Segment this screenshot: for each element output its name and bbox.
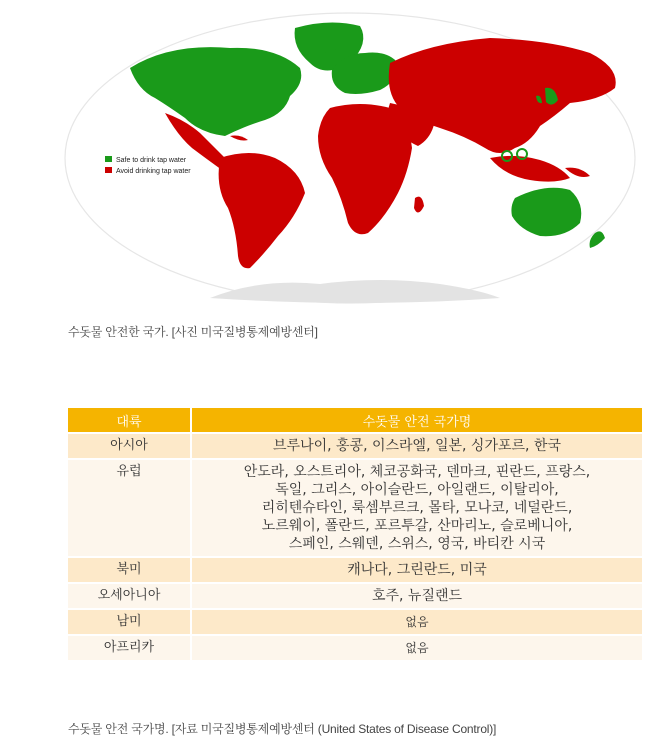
table-row (68, 584, 642, 608)
countries-cell (192, 610, 642, 634)
continent-cell: 북미 (68, 558, 192, 582)
table-row (68, 434, 642, 458)
country-list-line: 캐나다, 그린란드, 미국 (347, 562, 487, 578)
countries-cell (192, 584, 642, 608)
country-list-line: 독일, 그리스, 아이슬란드, 아일랜드, 이탈리아, (275, 482, 559, 498)
country-list-line: 리히텐슈타인, 룩셈부르크, 몰타, 모나코, 네덜란드, (261, 500, 573, 516)
table-header-row (68, 408, 642, 432)
legend-label-safe: Safe to drink tap water (116, 157, 187, 164)
header-countries: 수돗물 안전 국가명 (192, 408, 642, 432)
countries-cell (192, 434, 642, 458)
world-map (60, 8, 650, 308)
country-list-line: 없음 (405, 615, 429, 629)
table-row (68, 610, 642, 634)
countries-cell (192, 460, 642, 556)
table-caption: 수돗물 안전 국가명. [자료 미국질병통제예방센터 (United States of Disease Control)] (68, 722, 497, 736)
country-list-line: 호주, 뉴질랜드 (371, 588, 463, 604)
continent-cell: 남미 (68, 610, 192, 634)
country-list-line: 스페인, 스웨덴, 스위스, 영국, 바티칸 시국 (288, 536, 546, 552)
legend-swatch-safe (105, 156, 112, 162)
table-row (68, 636, 642, 660)
continent-cell: 아시아 (68, 434, 192, 458)
world-map-graphic (60, 8, 650, 308)
country-list-line: 노르웨이, 폴란드, 포르투갈, 산마리노, 슬로베니아, (261, 518, 573, 534)
header-continent: 대륙 (68, 408, 192, 432)
continent-cell: 유럽 (68, 460, 192, 556)
continent-cell: 오세아니아 (68, 584, 192, 608)
countries-cell (192, 636, 642, 660)
country-list-line: 브루나이, 홍콩, 이스라엘, 일본, 싱가포르, 한국 (273, 438, 561, 454)
map-caption: 수돗물 안전한 국가. [사진 미국질병통제예방센터] (68, 325, 318, 339)
countries-cell (192, 558, 642, 582)
table-row (68, 558, 642, 582)
safe-countries-table (68, 406, 642, 662)
country-list-line: 없음 (405, 641, 429, 655)
continent-cell: 아프리카 (68, 636, 192, 660)
table-row (68, 460, 642, 556)
country-list-line: 안도라, 오스트리아, 체코공화국, 덴마크, 핀란드, 프랑스, (243, 464, 591, 480)
legend-label-avoid: Avoid drinking tap water (116, 168, 191, 175)
legend-swatch-avoid (105, 167, 112, 173)
